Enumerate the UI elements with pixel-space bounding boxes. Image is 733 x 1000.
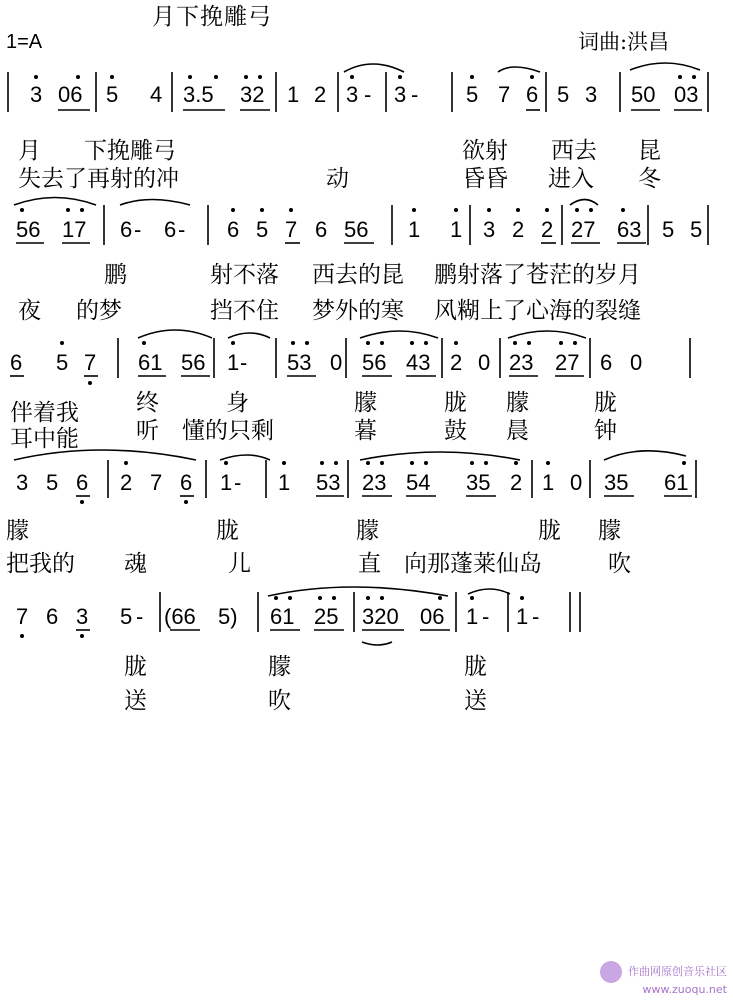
lyric: 胧 xyxy=(594,390,617,416)
note: 5 xyxy=(256,217,269,242)
note-dash: - xyxy=(532,604,540,629)
lyric: 把我的 xyxy=(6,551,75,577)
note: 6 xyxy=(227,217,240,242)
song-title: 月下挽雕弓 xyxy=(152,4,272,30)
lyric: 欲射 xyxy=(462,138,508,164)
key-signature: 1=A xyxy=(6,31,43,53)
note: 1 xyxy=(408,217,421,242)
note-dash: - xyxy=(482,604,490,629)
note: 61 xyxy=(138,350,163,375)
lyric: 身 xyxy=(226,390,249,416)
lyric: 直 xyxy=(358,551,381,577)
lyric: 鼓 xyxy=(444,418,467,444)
note: 43 xyxy=(406,350,431,375)
note: 6 xyxy=(76,470,89,495)
lyric: 晨 xyxy=(506,418,529,444)
lyric: 射不落 xyxy=(210,262,279,288)
note: 5 xyxy=(557,82,570,107)
note: 1 xyxy=(466,604,479,629)
note: 25 xyxy=(314,604,339,629)
note: 3 xyxy=(16,470,29,495)
note: 06 xyxy=(420,604,445,629)
note: 5 xyxy=(466,82,479,107)
lyric: 送 xyxy=(124,688,147,714)
note: 2 xyxy=(510,470,523,495)
note: 27 xyxy=(571,217,596,242)
note: 61 xyxy=(664,470,689,495)
note: 2 xyxy=(512,217,525,242)
note: 27 xyxy=(555,350,580,375)
note-dash: - xyxy=(411,82,419,107)
note: 2 xyxy=(314,82,327,107)
note: 1 xyxy=(220,470,233,495)
note-dash: - xyxy=(234,470,242,495)
lyric: 朦 xyxy=(598,518,621,544)
note: 6 xyxy=(120,217,133,242)
note: 1 xyxy=(227,350,240,375)
note: 5 xyxy=(662,217,675,242)
note: 17 xyxy=(62,217,87,242)
note: 5) xyxy=(218,604,238,629)
watermark-name: 作曲网原创音乐社区 xyxy=(628,964,727,978)
note: 3.5 xyxy=(183,82,214,107)
lyric: 胧 xyxy=(444,390,467,416)
note: 6 xyxy=(600,350,613,375)
note: 54 xyxy=(406,470,431,495)
lyric: 昏昏 xyxy=(462,166,508,192)
lyric: 梦外的寒 xyxy=(312,298,404,324)
note: 3 xyxy=(394,82,407,107)
watermark-url: www.zuoqu.net xyxy=(642,982,727,996)
note: 3 xyxy=(30,82,43,107)
lyric: 动 xyxy=(326,166,349,192)
lyric: 月 xyxy=(18,138,41,164)
note: 3 xyxy=(76,604,89,629)
lyric: 魂 xyxy=(124,551,147,577)
note: 61 xyxy=(270,604,295,629)
lyric: 懂的只剩 xyxy=(182,418,274,444)
note: 3 xyxy=(585,82,598,107)
lyric: 耳中能 xyxy=(10,426,79,452)
site-logo-icon xyxy=(600,961,622,983)
note: 63 xyxy=(617,217,642,242)
lyric: 挡不住 xyxy=(210,298,279,324)
note: 56 xyxy=(16,217,41,242)
note: 6 xyxy=(180,470,193,495)
note: 3 xyxy=(483,217,496,242)
note: 0 xyxy=(630,350,643,375)
lyric: 鹏射落了苍茫的岁月 xyxy=(434,262,641,288)
lyric: 风糊上了心海的裂缝 xyxy=(434,298,641,324)
note: 1 xyxy=(516,604,529,629)
lyric: 送 xyxy=(464,688,487,714)
note: (66 xyxy=(164,604,196,629)
note: 5 xyxy=(106,82,119,107)
lyric: 胧 xyxy=(124,654,147,680)
note: 0 xyxy=(570,470,583,495)
note: 56 xyxy=(344,217,369,242)
lyric: 听 xyxy=(136,418,159,444)
note: 0 xyxy=(478,350,491,375)
note-dash: - xyxy=(178,217,186,242)
note: 06 xyxy=(58,82,83,107)
note: 7 xyxy=(150,470,163,495)
note: 1 xyxy=(278,470,291,495)
note: 6 xyxy=(164,217,177,242)
note: 5 xyxy=(46,470,59,495)
note: 2 xyxy=(450,350,463,375)
lyric: 西去的昆 xyxy=(312,262,404,288)
note: 1 xyxy=(542,470,555,495)
note: 6 xyxy=(526,82,539,107)
note: 4 xyxy=(150,82,163,107)
note: 5 xyxy=(120,604,133,629)
lyric: 伴着我 xyxy=(10,400,79,426)
lyric: 向那蓬莱仙岛 xyxy=(404,551,542,577)
note: 53 xyxy=(316,470,341,495)
lyric: 吹 xyxy=(268,688,291,714)
lyric: 夜 xyxy=(18,298,41,324)
note: 50 xyxy=(631,82,656,107)
lyric: 终 xyxy=(136,390,159,416)
note: 7 xyxy=(84,350,97,375)
lyric: 朦 xyxy=(268,654,291,680)
note: 5 xyxy=(56,350,69,375)
note: 6 xyxy=(10,350,23,375)
note: 32 xyxy=(240,82,265,107)
note-dash: - xyxy=(136,604,144,629)
note: 7 xyxy=(498,82,511,107)
note-dash: - xyxy=(364,82,372,107)
lyric: 进入 xyxy=(548,166,594,192)
lyric: 冬 xyxy=(638,166,661,192)
lyric: 胧 xyxy=(464,654,487,680)
note: 56 xyxy=(362,350,387,375)
note-dash: - xyxy=(134,217,142,242)
note: 03 xyxy=(674,82,699,107)
note: 53 xyxy=(287,350,312,375)
lyric: 吹 xyxy=(608,551,631,577)
lyric: 鹏 xyxy=(104,262,127,288)
note: 23 xyxy=(509,350,534,375)
note: 56 xyxy=(181,350,206,375)
note-dash: - xyxy=(240,350,248,375)
lyric: 暮 xyxy=(354,418,377,444)
lyric: 儿 xyxy=(228,551,251,577)
lyric: 朦 xyxy=(354,390,377,416)
note: 7 xyxy=(285,217,298,242)
composer-credit: 词曲:洪昌 xyxy=(578,30,670,54)
lyric: 的梦 xyxy=(76,298,122,324)
note: 320 xyxy=(362,604,399,629)
lyric: 朦 xyxy=(506,390,529,416)
note: 2 xyxy=(120,470,133,495)
note: 1 xyxy=(450,217,463,242)
note: 0 xyxy=(330,350,343,375)
lyric: 西去 xyxy=(551,138,597,164)
note: 35 xyxy=(604,470,629,495)
lyric: 失去了再射的冲 xyxy=(18,166,179,192)
note: 2 xyxy=(541,217,554,242)
lyric: 胧 xyxy=(538,518,561,544)
note: 23 xyxy=(362,470,387,495)
lyric: 朦 xyxy=(6,518,29,544)
note: 35 xyxy=(466,470,491,495)
note: 7 xyxy=(16,604,29,629)
lyric: 昆 xyxy=(638,138,661,164)
note: 6 xyxy=(46,604,59,629)
lyric: 下挽雕弓 xyxy=(84,138,176,164)
lyric: 朦 xyxy=(356,518,379,544)
note: 6 xyxy=(315,217,328,242)
lyric: 胧 xyxy=(216,518,239,544)
note: 5 xyxy=(690,217,703,242)
note: 3 xyxy=(346,82,359,107)
lyric: 钟 xyxy=(594,418,617,444)
note: 1 xyxy=(287,82,300,107)
site-watermark xyxy=(600,961,728,996)
